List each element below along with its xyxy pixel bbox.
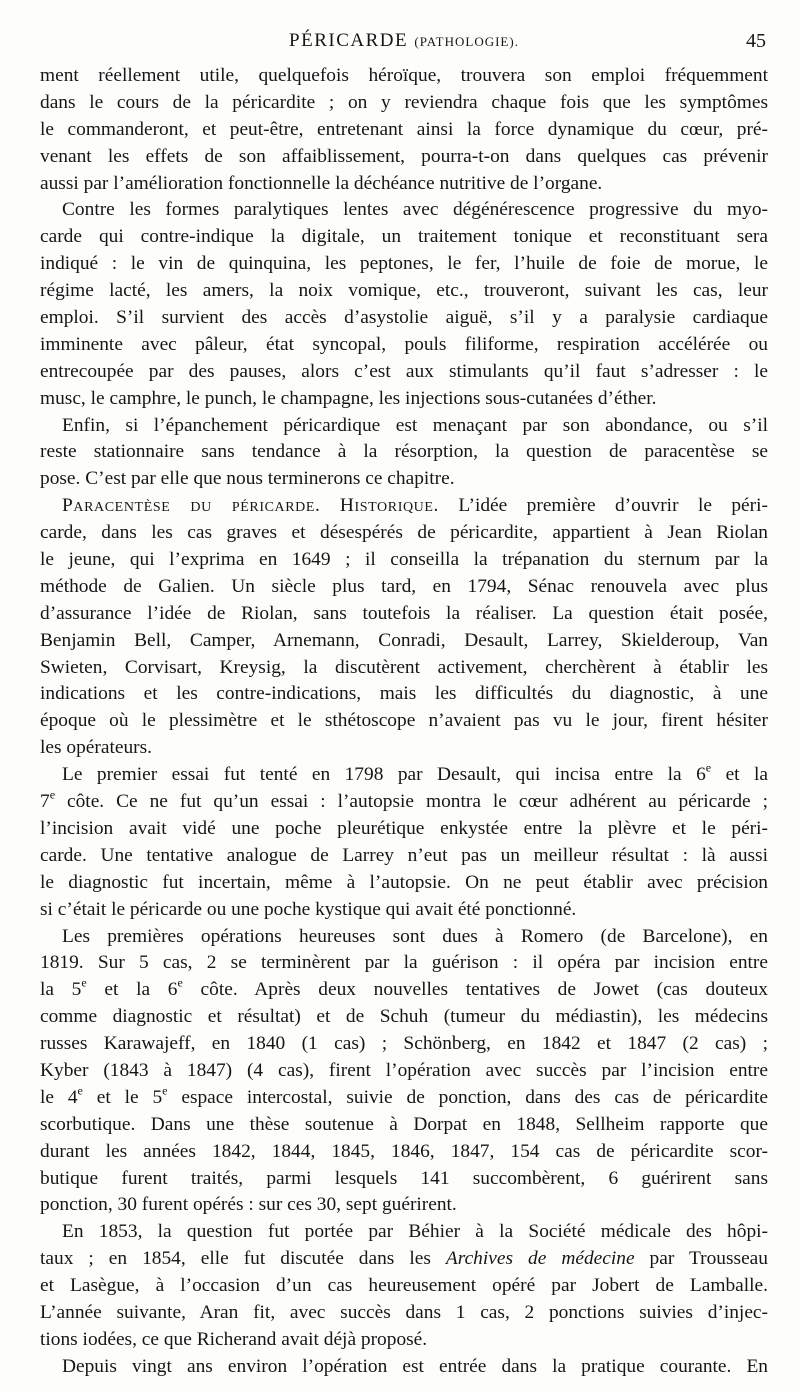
text-line: et Lasègue, à l’occasion d’un cas heureusement opéré par Jobert de Lamballe. [40, 1275, 768, 1297]
text-line: indications et les contre-indications, mais les difficultés du diagnostic, à une [40, 683, 768, 705]
text-line: Benjamin Bell, Camper, Arnemann, Conradi, Desault, Larrey, Skielderoup, Van [40, 629, 768, 651]
paragraph-1 [40, 63, 768, 197]
text-line: Depuis vingt ans environ l’opération est entrée dans la pratique courante. En [62, 1355, 768, 1377]
paragraph-7 [40, 1219, 768, 1353]
superscript: e [162, 1083, 168, 1098]
header-title: PÉRICARDE [289, 30, 409, 51]
text-line: aussi par l’amélioration fonctionnelle la déchéance nutritive de l’organe. [40, 172, 603, 194]
text-line [40, 977, 768, 1004]
text-line: les opérateurs. [40, 737, 152, 759]
text-line: le commanderont, et peut-être, entretenant ainsi la force dynamique du cœur, pré- [40, 118, 768, 140]
text-line: entrecoupée par des pauses, alors c’est aux stimulants qu’il faut s’adresser : le [40, 360, 768, 382]
running-header [40, 30, 768, 60]
paragraph-4 [40, 493, 768, 762]
text-line: d’assurance l’idée de Riolan, sans toutefois la réaliser. La question était posée, [40, 602, 768, 624]
text-run: Le premier essai fut tenté en 1798 par Desault, qui incisa entre la 6 [62, 764, 706, 786]
text-line [40, 1246, 768, 1273]
page-number: 45 [746, 30, 766, 52]
text-line: venant les effets de son affaiblissement, pourra-t-on dans quelques cas prévenir [40, 145, 768, 167]
text-line: l’incision avait vidé une poche pleurétique enkystée entre la plèvre et le péri- [40, 817, 768, 839]
paragraph-6 [40, 924, 768, 1220]
section-heading-line [40, 493, 768, 520]
text-line [40, 1085, 768, 1112]
text-line: musc, le camphre, le punch, le champagne, les injections sous-cutanées d’éther. [40, 387, 657, 409]
text-line: Les premières opérations heureuses sont dues à Romero (de Barcelone), en [62, 925, 768, 947]
text-run: et le 5 [82, 1086, 163, 1108]
paragraph-3 [40, 413, 768, 494]
text-run: côte. Ce ne fut qu’un essai : l’autopsie montra le cœur adhérent au péricarde ; [55, 791, 768, 813]
text-line: tions iodées, ce que Richerand avait déjà proposé. [40, 1328, 428, 1350]
text-line: carde qui contre-indique la digitale, un traitement tonique et reconstituant sera [40, 226, 768, 248]
paragraph-2 [40, 197, 768, 412]
text-line: 1819. Sur 5 cas, 2 se terminèrent par la guérison : il opéra par incision entre [40, 952, 768, 974]
text-line: ment réellement utile, quelquefois héroïque, trouvera son emploi fréquemment [40, 65, 768, 86]
text-line: En 1853, la question fut portée par Béhier à la Société médicale des hôpi- [62, 1221, 768, 1243]
journal-title: Archives de médecine [445, 1248, 635, 1270]
text-line: méthode de Galien. Un siècle plus tard, en 1794, Sénac renouvela avec plus [40, 575, 768, 597]
text-run: taux ; en 1854, elle fut discutée dans les [40, 1248, 446, 1270]
section-subheading: Historique. [339, 495, 439, 517]
text-line: le jeune, qui l’exprima en 1649 ; il conseilla la trépanation du sternum par la [40, 549, 768, 571]
superscript: e [49, 787, 56, 802]
text-line: scorbutique. Dans une thèse soutenue à Dorpat en 1848, Sellheim rapporte que [40, 1113, 768, 1135]
text-run: 7 [40, 791, 50, 813]
superscript: e [705, 760, 712, 775]
superscript: e [77, 1083, 83, 1098]
text-line: Contre les formes paralytiques lentes avec dégénérescence progressive du myo- [62, 199, 768, 221]
text-line: carde. Une tentative analogue de Larrey n’eut pas un meilleur résultat : là aussi [40, 844, 768, 866]
paragraph-8 [40, 1354, 768, 1381]
text-run: et la 6 [86, 979, 178, 1001]
text-line: dans le cours de la péricardite ; on y reviendra chaque fois que les symptômes [40, 91, 768, 113]
text-line: époque où le plessimètre et le sthétoscope n’avaient pas vu le jour, firent hésiter [40, 710, 768, 732]
header-subtitle: (PATHOLOGIE). [414, 34, 519, 49]
text-run: par Trousseau [634, 1248, 768, 1270]
paragraph-5 [40, 762, 768, 923]
text-run: la 5 [40, 979, 82, 1001]
text-line: ponction, 30 furent opérés : sur ces 30, sept guérirent. [40, 1194, 457, 1216]
text-line [40, 762, 768, 789]
superscript: e [81, 975, 87, 990]
text-line: durant les années 1842, 1844, 1845, 1846, 1847, 154 cas de péricardite scor- [40, 1140, 768, 1162]
text-line: emploi. S’il survient des accès d’asystolie aiguë, s’il y a paralysie cardiaque [40, 307, 768, 329]
text-line [40, 789, 768, 816]
text-line: régime lacté, les amers, la noix vomique, etc., trouveront, suivant les cas, leur [40, 280, 768, 302]
text-line: carde, dans les cas graves et désespérés de péricardite, appartient à Jean Riolan [40, 522, 768, 544]
text-line: Swieten, Corvisart, Kreysig, la discutèrent activement, cherchèrent à établir les [40, 656, 768, 678]
text-line: L’année suivante, Aran fit, avec succès dans 1 cas, 2 ponctions suivies d’injec- [40, 1301, 768, 1323]
text-line: si c’était le péricarde ou une poche kystique qui avait été ponctionné. [40, 898, 577, 920]
text-run: côte. Après deux nouvelles tentatives de Jowet (cas douteux [182, 979, 768, 1001]
body-text [40, 63, 768, 1381]
text-line: imminente avec pâleur, état syncopal, pouls filiforme, respiration accélérée ou [40, 333, 768, 355]
text-line: le diagnostic fut incertain, même à l’autopsie. On ne peut établir avec précision [40, 871, 768, 893]
text-line: indiqué : le vin de quinquina, les peptones, le fer, l’huile de foie de morue, le [40, 253, 768, 275]
running-title [40, 30, 768, 52]
text-run: espace intercostal, suivie de ponction, dans des cas de péricardite [167, 1086, 768, 1108]
text-run: L’idée première d’ouvrir le péri- [458, 495, 768, 517]
text-line: Enfin, si l’épanchement péricardique est menaçant par son abondance, ou s’il [62, 414, 768, 436]
text-run: le 4 [40, 1086, 78, 1108]
text-run: et la [711, 764, 768, 786]
text-line: pose. C’est par elle que nous terminerons ce chapitre. [40, 468, 455, 490]
superscript: e [177, 975, 183, 990]
text-line: Kyber (1843 à 1847) (4 cas), firent l’opération avec succès par l’incision entre [40, 1059, 768, 1081]
text-line: russes Karawajeff, en 1840 (1 cas) ; Schönberg, en 1842 et 1847 (2 cas) ; [40, 1033, 768, 1055]
text-line: comme diagnostic et résultat) et de Schuh (tumeur du médiastin), les médecins [40, 1006, 768, 1028]
text-line: butique furent traités, parmi lesquels 141 succombèrent, 6 guérirent sans [40, 1167, 768, 1189]
section-heading: Paracentèse du péricarde. [62, 495, 321, 517]
text-line: reste stationnaire sans tendance à la résorption, la question de paracentèse se [40, 441, 768, 463]
